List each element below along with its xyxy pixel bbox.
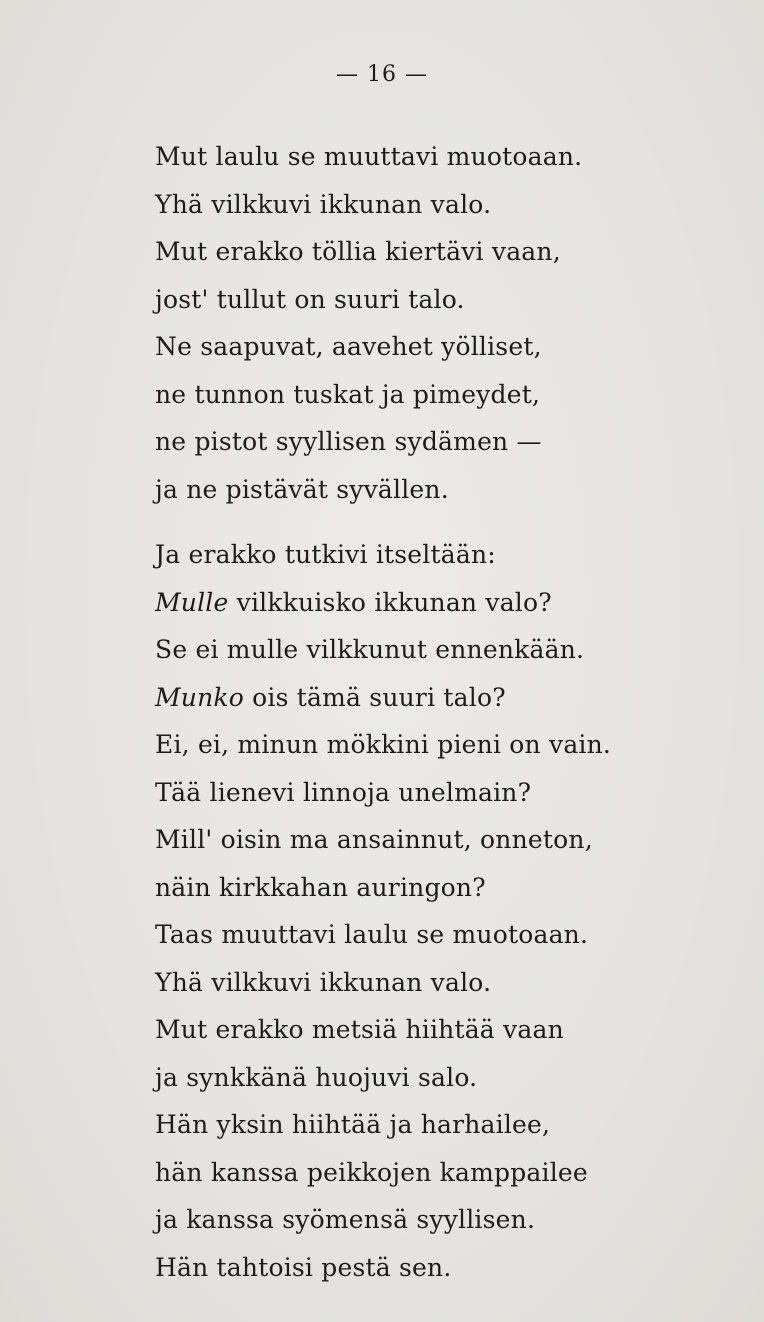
stanza-2 bbox=[155, 531, 611, 911]
poem-line: Mut erakko töllia kiertävi vaan, bbox=[155, 237, 561, 266]
poem-line: jost' tullut on suuri talo. bbox=[155, 284, 465, 314]
poem-line: Ei, ei, minun mökkini pieni on vain. bbox=[155, 730, 612, 759]
poem-line: ja synkkänä huojuvi salo. bbox=[155, 1062, 478, 1092]
line-rest: vilkkuisko ikkunan valo? bbox=[228, 587, 552, 617]
poem-line: Ne saapuvat, aavehet yölliset, bbox=[155, 332, 542, 361]
poem-line: Hän tahtoisi pestä sen. bbox=[155, 1252, 452, 1282]
page-number: — 16 — bbox=[336, 62, 428, 87]
emphasized-word: Munko bbox=[155, 682, 245, 712]
poem-line bbox=[155, 674, 611, 722]
poem-line: Se ei mulle vilkkunut ennenkään. bbox=[155, 635, 585, 664]
poem-line: ja kanssa syömensä syyllisen. bbox=[155, 1205, 536, 1234]
line-rest: ois tämä suuri talo? bbox=[244, 682, 506, 712]
stanza-3 bbox=[155, 911, 588, 1291]
poem-line: Hän yksin hiihtää ja harhailee, bbox=[155, 1110, 551, 1139]
poem-line: ne tunnon tuskat ja pimeydet, bbox=[155, 379, 541, 409]
poem-line: Taas muuttavi laulu se muotoaan. bbox=[155, 920, 589, 949]
poem-line bbox=[155, 579, 611, 627]
poem-line: Mut erakko metsiä hiihtää vaan bbox=[155, 1015, 564, 1044]
poem-line: Ja erakko tutkivi itseltään: bbox=[155, 540, 496, 569]
poem-line: ne pistot syyllisen sydämen — bbox=[155, 427, 542, 456]
poem-line: ja ne pistävät syvällen. bbox=[155, 474, 449, 504]
poem-line: Yhä vilkkuvi ikkunan valo. bbox=[155, 967, 492, 997]
poem-line: hän kanssa peikkojen kamppailee bbox=[155, 1157, 588, 1187]
poem-line: Mut laulu se muuttavi muotoaan. bbox=[155, 142, 583, 171]
emphasized-word: Mulle bbox=[155, 587, 229, 617]
poem-line: Mill' oisin ma ansainnut, onneton, bbox=[155, 825, 593, 854]
poem-line: Tää lienevi linnoja unelmain? bbox=[155, 777, 532, 807]
stanza-1 bbox=[155, 133, 582, 513]
poem-line: Yhä vilkkuvi ikkunan valo. bbox=[155, 189, 492, 219]
poem-line: näin kirkkahan auringon? bbox=[155, 872, 486, 902]
